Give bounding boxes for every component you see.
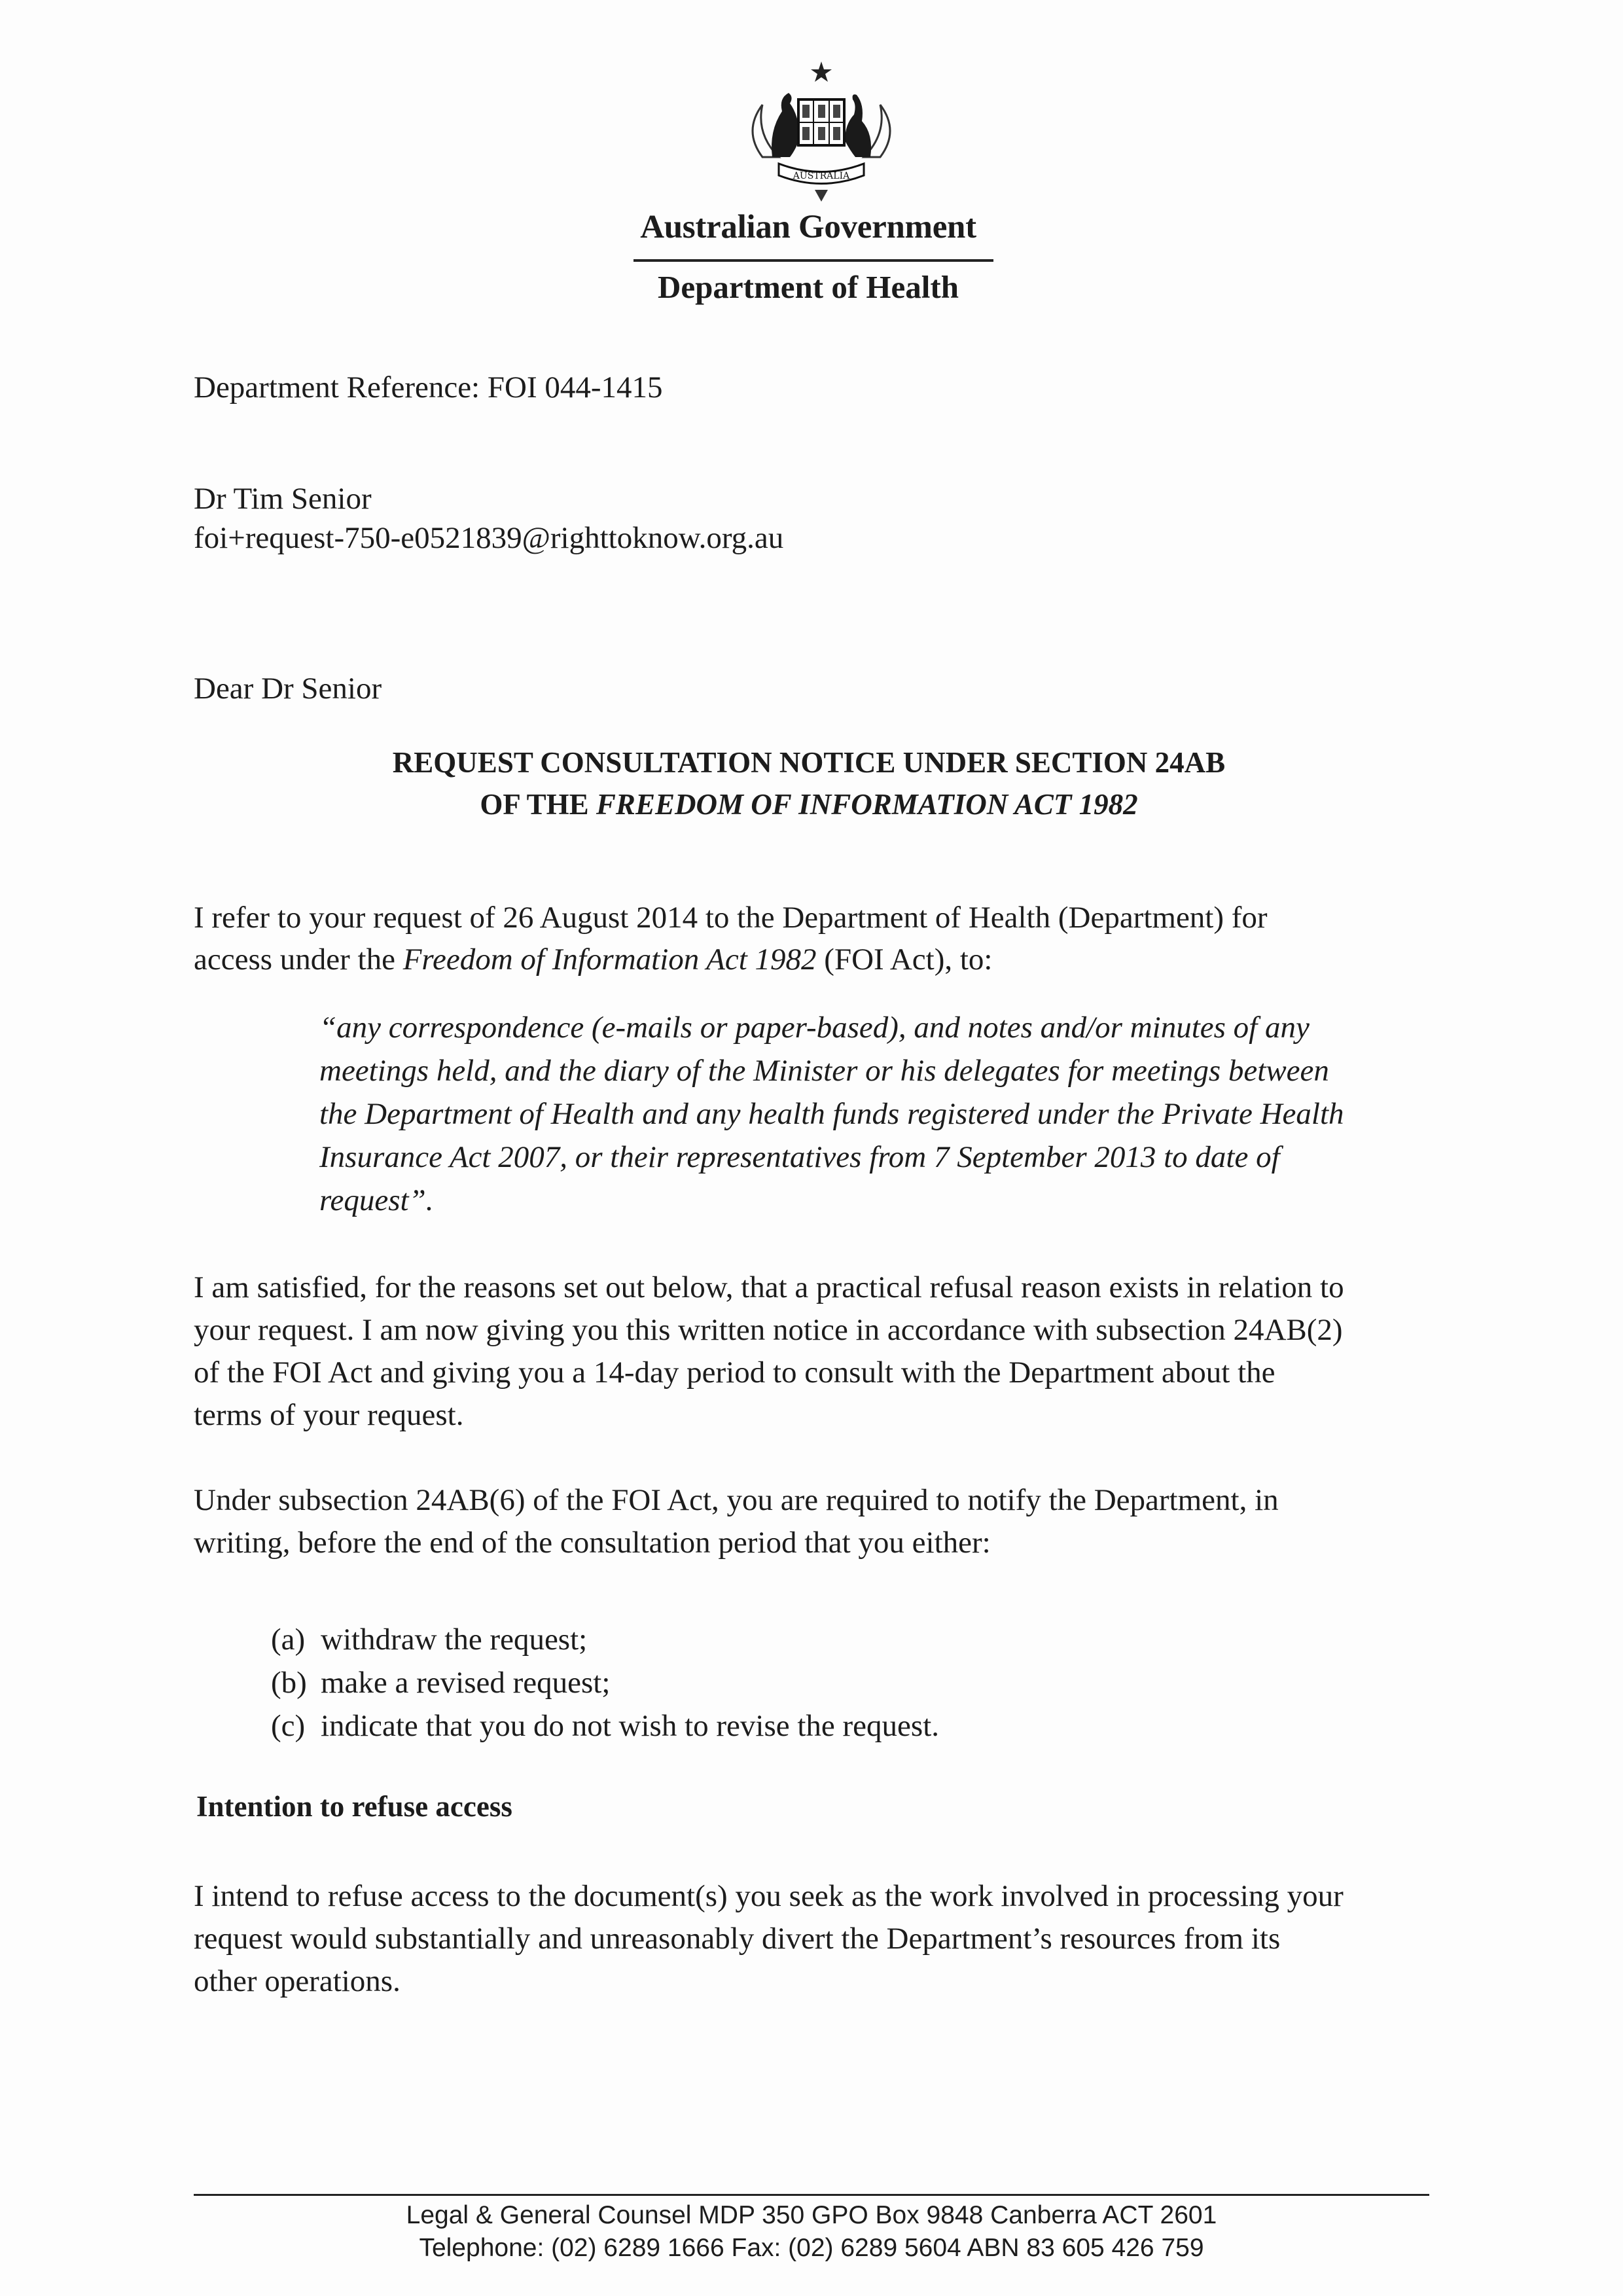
option-text: make a revised request; (321, 1666, 611, 1700)
option-text: withdraw the request; (321, 1623, 588, 1657)
request-quote (319, 1006, 1344, 1222)
recipient-email: foi+request-750-e0521839@righttoknow.org.au (194, 521, 784, 555)
title-line-1: REQUEST CONSULTATION NOTICE UNDER SECTION 24AB (392, 746, 1226, 779)
intro-act-name: Freedom of Information Act 1982 (402, 942, 817, 977)
list-item (271, 1618, 939, 1661)
footer-address: Legal & General Counsel MDP 350 GPO Box 9848 Canberra ACT 2601 (406, 2201, 1217, 2229)
recipient-name: Dr Tim Senior (194, 482, 372, 516)
quote-line: the Department of Health and any health funds registered under the Private Health (319, 1097, 1344, 1131)
letterhead-rule (633, 259, 993, 262)
option-marker: (a) (271, 1623, 306, 1657)
option-text: indicate that you do not wish to revise the request. (321, 1709, 940, 1743)
footer-contact: Telephone: (02) 6289 1666 Fax: (02) 6289 5604 ABN 83 605 426 759 (419, 2234, 1204, 2262)
list-item (271, 1704, 939, 1748)
salutation: Dear Dr Senior (194, 672, 382, 706)
intro-paragraph (194, 897, 1268, 980)
paragraph-line: I am satisfied, for the reasons set out below, that a practical refusal reason exists in relation to (194, 1270, 1344, 1304)
intend-paragraph (194, 1875, 1344, 2003)
quote-line: request”. (319, 1183, 434, 1217)
notify-paragraph (194, 1479, 1279, 1564)
paragraph-line: other operations. (194, 1964, 401, 1998)
paragraph-line: your request. I am now giving you this written notice in accordance with subsection 24AB(2) (194, 1313, 1343, 1347)
notice-title (194, 742, 1424, 825)
title-line-2-act: FREEDOM OF INFORMATION ACT 1982 (596, 788, 1138, 821)
paragraph-line: request would substantially and unreasonably divert the Department’s resources from its (194, 1922, 1281, 1956)
paragraph-line: of the FOI Act and giving you a 14-day period to consult with the Department about the (194, 1355, 1275, 1390)
intro-line-2-b: (FOI Act), to: (816, 942, 993, 977)
paragraph-line: writing, before the end of the consultation period that you either: (194, 1526, 991, 1560)
list-item (271, 1661, 939, 1704)
satisfied-paragraph (194, 1266, 1344, 1437)
quote-line: “any correspondence (e-mails or paper-based), and notes and/or minutes of any (319, 1011, 1310, 1045)
intro-line-2-a: access under the (194, 942, 403, 977)
department-reference: Department Reference: FOI 044-1415 (194, 370, 663, 404)
title-line-2 (194, 783, 1424, 825)
option-marker: (c) (271, 1709, 306, 1743)
quote-line: meetings held, and the diary of the Minister or his delegates for meetings between (319, 1054, 1329, 1088)
option-marker: (b) (271, 1666, 307, 1700)
coat-of-arms-logo (717, 59, 926, 206)
footer-rule (194, 2194, 1429, 2196)
government-name: Australian Government (640, 209, 976, 245)
section-heading: Intention to refuse access (196, 1790, 512, 1823)
department-name: Department of Health (658, 269, 959, 305)
paragraph-line: terms of your request. (194, 1398, 464, 1432)
paragraph-line: Under subsection 24AB(6) of the FOI Act, you are required to notify the Department, in (194, 1483, 1279, 1517)
intro-line-1: I refer to your request of 26 August 2014 to the Department of Health (Department) for (194, 901, 1268, 935)
paragraph-line: I intend to refuse access to the document(s) you seek as the work involved in processing your (194, 1879, 1344, 1913)
quote-line: Insurance Act 2007, or their representatives from 7 September 2013 to date of (319, 1140, 1280, 1174)
options-list (271, 1618, 939, 1748)
title-line-2-prefix: OF THE (480, 788, 596, 821)
intro-line-2 (194, 939, 1268, 980)
svg-text:AUSTRALIA: AUSTRALIA (793, 171, 850, 181)
